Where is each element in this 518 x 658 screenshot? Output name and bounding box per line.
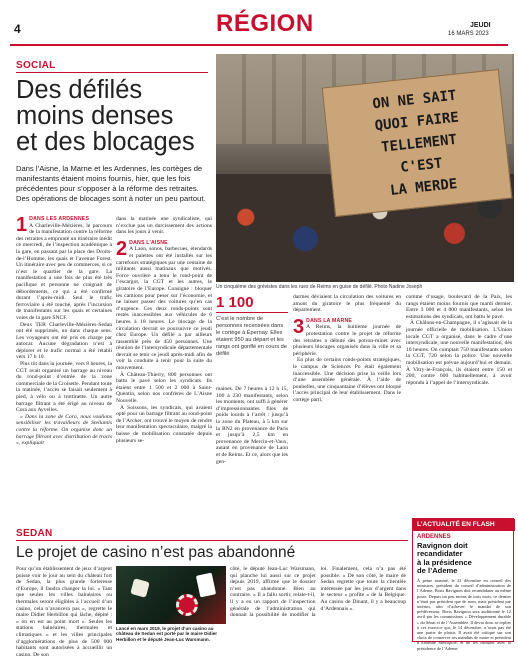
headline-2: Le projet de casino n’est pas abandonné	[16, 544, 296, 561]
article1-column-2	[116, 216, 212, 528]
article1-column-6	[406, 294, 512, 528]
headline-line: moins denses	[16, 102, 174, 130]
section-2-head	[116, 237, 212, 260]
protest-sign	[322, 69, 513, 217]
headline-line: et des blocages	[16, 128, 195, 156]
flash-kicker: ARDENNES	[417, 534, 451, 540]
paragraph: A Reims, la huitième journée de protestation contre le projet de réforme des retraites a débuté dès potron-minet avec plusieurs blocages organisés dans la ville et sa périphérie.	[293, 324, 401, 357]
sign-line: ON NE SAIT	[371, 87, 458, 113]
chip-icon	[176, 594, 198, 616]
paragraph: À Châlons-en-Champagne, il s’agissait de la journée officielle de mobilisation. L’Union locale CGT a organisé, dans le cadre d’une intersyndicale, une nouvelle manifestation, dès 10 heures. On comptait 750 manifestants selon la CGT, 720 selon la police. Une nouvelle mobilisation est prévue aujourd’hui et demain. À Vitry-le-François, ils étaient entre 150 et 200, contre 600 habituellement, à avoir répondu à l’appel de l’intersyndicale.	[406, 320, 512, 386]
dice-icon	[130, 578, 150, 598]
section-number: 1	[16, 214, 28, 236]
paragraph: À Château-Thierry, 800 personnes ont battu le pavé selon les syndicats. Ils étaient entre 1 500 et 2 000 à Saint-Quentin, selon nos confrères de L’Aisne Nouvelle.	[116, 371, 212, 405]
flash-box	[412, 518, 514, 651]
header-day: JEUDI	[470, 22, 491, 29]
protest-photo	[216, 54, 514, 282]
sign-line: LA MERDE	[389, 176, 459, 200]
casino-photo	[116, 566, 226, 624]
paragraph: A Charleville-Mézières, le parcours de la manifestation contre la réforme des retraites a emprunté un itinéraire inédit ce mercredi, de l’inspection académique à la gare, en passant par la place des Droits-de-l’Homme, les quais et l’avenue Forest. Un itinéraire avec peu de commerces, si ce n’est le quartier de la gare. La manifestation a une fois de plus été très pacifique et personne ne craignait de débordements, ce qui a été confirmé durant l’après-midi. Seul le trafic ferroviaire a été touché, après l’incursion de manifestants sur les quais et certaines voies de la gare SNCF.	[16, 222, 112, 321]
kicker-rule-2	[16, 540, 408, 541]
section-number: 3	[293, 315, 305, 338]
flash-header: L’ACTUALITÉ EN FLASH	[413, 519, 515, 531]
paragraph: « Dans la zone de Cora, nous voulions sensibiliser les travailleurs de Stellantis contre la réforme. On organise donc un barrage filtrant avec distribution de tracts », expliquait	[16, 413, 112, 447]
article2-column-1	[16, 566, 112, 658]
flash-headline-line: recandidater	[417, 549, 463, 559]
casino-photo-caption: Lancé en mars 2019, le projet d’un casino au château de Sedan est porté par le maire Didier Herbillon et le député Jean-Luc Warsmann.	[116, 626, 218, 642]
page-number: 4	[14, 22, 21, 36]
stat-rule	[216, 312, 288, 313]
city-heading: DANS LES ARDENNES	[29, 216, 90, 222]
city-heading: DANS LA MARNE	[306, 317, 353, 324]
paragraph: À Soissons, les syndicats, qui avaient opté pour un barrage filtrant au rond-point de l’Archer, ont trouvé le moyen de rendre leur manifestation spectaculaire, malgré la baisse de mobilisation constatée depuis plusieurs se-	[116, 404, 212, 444]
kicker-sedan: SEDAN	[16, 528, 53, 539]
article1-column-1	[16, 216, 112, 528]
section-title: RÉGION	[216, 10, 314, 37]
flash-headline-line: de l’Ademe	[417, 566, 458, 576]
header-rule	[10, 44, 508, 46]
article2-column-3	[230, 566, 406, 642]
flash-headline-line: à la présidence	[417, 557, 472, 567]
header-date: 16 MARS 2023	[448, 31, 489, 37]
kicker-rule	[16, 72, 208, 73]
paragraph: A Laon, sonos, barbecues, étendards et palettes ont été installés sur les carrefours stratégiques par une centaine de militants aussi matinaux que motivés. Force ouvrière a tenu le rond-point de l’escargot, la CGT et les autres, le giratoire de l’Europe. Consigne : bloquer les camions pour peser sur l’économie, et ne laisser passer des voitures qu’en cas d’urgence. Ces deux ronds-points sont restés inaccessibles aux véhicules de 6 heures à 18 heures. Le blocage de la circulation devrait se poursuivre ce jeudi chez Europe. Un défilé a par ailleurs rassemblé près de 450 personnes. Une réunion de l’intersyndicale départementale devrait se tenir ce jeudi après-midi afin de voir la conduite à tenir pour la suite du mouvement.	[116, 246, 212, 372]
paragraph: côté, le député Jean-Luc Warsmann, qui planche lui aussi sur ce projet depuis 2019, affirme que le dossier n’est pas abandonné. Bien au contraire. « Il a fallu sortir, relate-t-il, il y a eu un rapport de l’inspection générale de l’administration qui donnait la possibilité de modifier la loi. Finalement, cela n’a pas été possible. » De son côté, le maire de Sedan regrette que toute la clientèle intéressée par les jeux d’argent dans le secteur « profite » de la Belgique. Au casino de Dinant, il y a beaucoup d’Ardennais ».	[230, 566, 406, 619]
section-3-head	[293, 315, 401, 338]
headline-1	[16, 77, 212, 155]
sign-line: TELLEMENT	[380, 131, 458, 156]
sign-line: QUOI FAIRE	[374, 109, 460, 135]
photo-caption: Un cinquième des grévistes dans les rues de Reims en guise de défilé. Photo Nadine Joseph	[216, 284, 423, 290]
city-heading: DANS L’AISNE	[129, 239, 168, 246]
sign-line: C'EST	[399, 155, 444, 176]
flash-body: À peine nommé, le 22 décembre en conseil des ministres, président du conseil d’administration de l’Ademe, Boris Ravignon doit recandidater au même poste. Depuis un peu moins de trois mois, ce dernier n’était pas président que de nom, mais président par intérim, afin d’achever le mandat de son prédécesseur. Boris Ravignon sera auditionné le 12 avril par les commissions « Développement durable » du Sénat et de l’Assemblée. Il devra donc se replier à cet exercice qui, le 14 décembre, n’avait pas été une partie de plaisir. Il avait été critiqué sur son choix de conserver ses mandats de maire et président d’Ardenne Métropole, et de les cumuler avec la présidence de l’Ademe.	[417, 578, 511, 651]
stat-number: 1 100	[216, 294, 254, 311]
flash-headline-line: Ravignon doit	[417, 541, 468, 550]
paragraph: darmes déviaient la circulation des voitures en amont du giratoire le plus fréquenté du département.	[293, 294, 401, 314]
headline-line: Des défilés	[16, 76, 143, 104]
standfirst: Dans l’Aisne, la Marne et les Ardennes, les cortèges de manifestants étaient moins fournis, hier, que les fois précédentes pour s’opposer à la réforme des retraites. Des opérations de blocages sont à noter un peu partout.	[16, 164, 206, 203]
flash-headline	[417, 542, 513, 576]
kicker-social: SOCIAL	[16, 60, 56, 71]
paragraph: comme d’usage, boulevard de la Paix, les rangs étaient moins fournis que mardi dernier. Entre 3 000 et 4 000 manifestants, selon les estimations des syndicats, ont battu le pavé.	[406, 294, 512, 320]
paragraph: dans la matinée une syndicaliste, qui n’exclue pas un durcissement des actions dans les jours à venir.	[116, 216, 212, 236]
sign-text	[334, 81, 505, 207]
paragraph: Deux TER Charleville-Mézières-Sedan ont été supprimés, un dans chaque sens. Les voyageurs ont été pris en charge par autocar. Aucune dégradation n’est à déplorer et le trafic normal a été rétabli vers 17 h 10.	[16, 321, 112, 361]
section-number: 2	[116, 237, 128, 260]
card-icon	[196, 573, 216, 598]
article1-column-5	[293, 294, 401, 528]
page-header	[0, 0, 518, 40]
article1-column-4	[216, 386, 288, 528]
paragraph: En plus de certains ronds-points stratégiques, le campus de Sciences Po était également inaccessible. Une décision prise la veille lors d’une assemblée générale. À l’aide de poubelles, une cinquantaine d’élèves ont bloqué l’accès principal de leur établissement. Dans le cortège parti,	[293, 357, 401, 403]
stat-label: C’est le nombre de personnes recensées dans le cortège à Épernay. Elles étaient 950 au départ et les rangs ont gonflé en cours de défilé	[216, 316, 287, 357]
paragraph: Pour qu’un établissement de jeux d’argent puisse voir le jour au sein du château fort de Sedan, la plus grande forteresse d’Europe, il faudra changer la loi. « Tant que seules les villes balnéaires ou thermales seront éligibles à l’accueil d’un casino, cela n’avancera pas », regrette le maire Didier Herbillon qui lâche, dépité : « on en est au point mort ». Seules les stations balnéaires, thermales et climatiques « et les villes principales d’agglomérations de plus de 500 000 habitants sont autorisées à accueillir un casino. De son	[16, 566, 112, 658]
paragraph: Plus tôt dans la journée, vers 8 heures, la CGT avait organisé un barrage au niveau du rond-point d’entrée de la zone commerciale de la Croisette. Pendant toute la matinée, l’accès se faisait seulement à pied, à vélo ou à trottinette. Un autre barrage filtrant a été érigé au niveau de Cora aux Ayvelles.	[16, 361, 112, 414]
stat-box	[216, 294, 288, 380]
paragraph: maines. De 7 heures à 12 h 15, 100 à 230 manifestants, selon les moments, ont suffi à générer d’impressionnantes files de poids lourds à l’arrêt : jusqu’à la zone du Plateau, à 5 km sur la RN2 en provenance de Paris et jusqu’à 2,5 km en provenance de Mercin-et-Vaux, autant en provenance de Laon et de Reims. Et ce, alors que les gen-	[216, 386, 288, 465]
